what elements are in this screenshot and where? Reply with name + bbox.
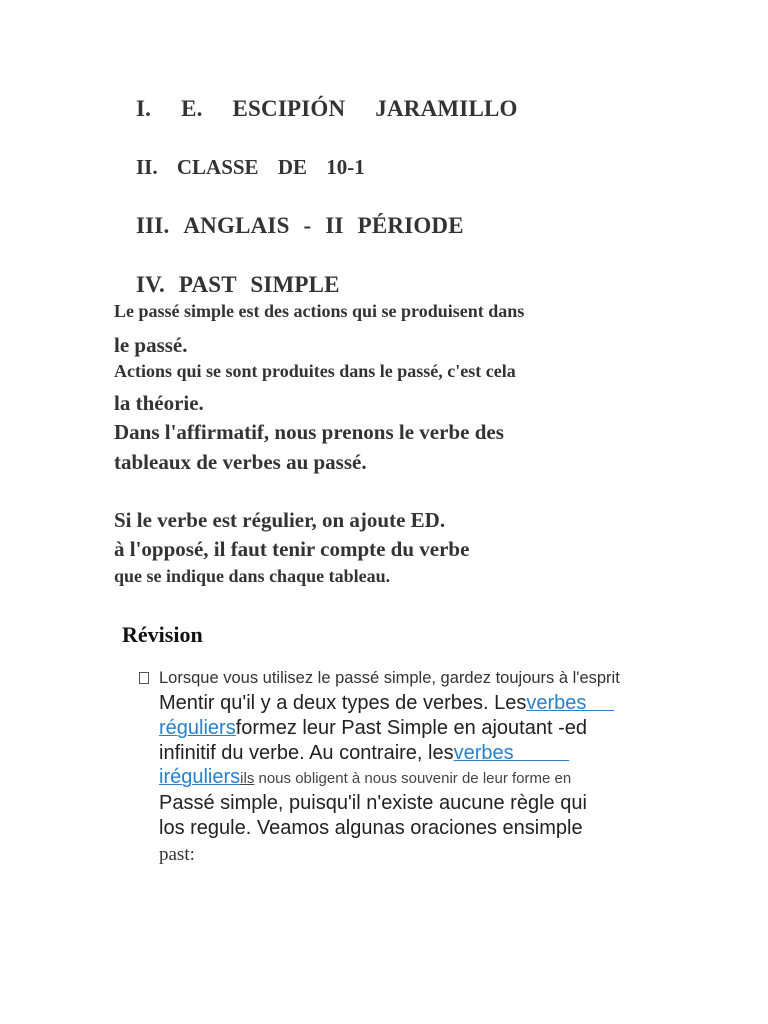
heading-3 <box>136 213 464 239</box>
heading-3-part: ANGLAIS <box>183 213 290 238</box>
heading-3-part: - <box>303 213 312 238</box>
heading-2-part: DE <box>277 155 307 179</box>
heading-1 <box>136 96 518 122</box>
link-verbes-reguliers[interactable]: verbes <box>526 692 587 714</box>
body-line: Si le verbe est régulier, on ajoute ED. <box>114 508 446 532</box>
link-underline-filler[interactable] <box>514 742 570 764</box>
heading-4-part: SIMPLE <box>250 272 340 297</box>
heading-1-part: E. <box>181 96 203 121</box>
revision-line: past: <box>159 844 195 865</box>
revision-line: Lorsque vous utilisez le passé simple, gardez toujours à l'esprit <box>159 669 620 687</box>
heading-1-part: JARAMILLO <box>375 96 518 121</box>
heading-4-number: IV. <box>136 272 165 297</box>
body-line: Actions qui se sont produites dans le passé, c'est cela <box>114 361 516 381</box>
heading-1-number: I. <box>136 96 152 121</box>
body-line: Le passé simple est des actions qui se produisent dans <box>114 301 525 321</box>
revision-line <box>159 742 569 765</box>
body-line: à l'opposé, il faut tenir compte du verbe <box>114 537 470 561</box>
link-ireguliers[interactable]: iréguliers <box>159 766 241 788</box>
heading-1-part: ESCIPIÓN <box>232 96 346 121</box>
revision-text: Mentir qu'il y a deux types de verbes. Les <box>159 692 527 714</box>
revision-line: los regule. Veamos algunas oraciones ensimple <box>159 817 583 839</box>
body-line: le passé. <box>114 333 188 357</box>
link-ils[interactable]: ils <box>240 770 255 787</box>
revision-text: infinitif du verbe. Au contraire, les <box>159 742 454 764</box>
heading-2-part: CLASSE <box>176 155 259 179</box>
heading-4-part: PAST <box>178 272 237 297</box>
body-line: tableaux de verbes au passé. <box>114 450 367 474</box>
heading-4 <box>136 272 340 298</box>
link-verbes-irreguliers[interactable]: verbes <box>453 742 514 764</box>
revision-line: Passé simple, puisqu'il n'existe aucune règle qui <box>159 792 587 814</box>
heading-2-part: 10-1 <box>326 155 365 179</box>
revision-text: nous obligent à nous souvenir de leur forme en <box>254 770 572 787</box>
revision-text: formez leur Past Simple en ajoutant -ed <box>235 717 587 739</box>
body-line: la théorie. <box>114 391 204 415</box>
heading-2-number: II. <box>136 155 158 179</box>
link-reguliers[interactable]: réguliers <box>159 717 236 739</box>
revision-line <box>159 766 571 789</box>
heading-3-number: III. <box>136 213 170 238</box>
heading-2 <box>136 155 365 180</box>
checkbox-icon <box>139 672 149 684</box>
heading-3-part: PÉRIODE <box>357 213 464 238</box>
body-line: Dans l'affirmatif, nous prenons le verbe des <box>114 420 504 444</box>
revision-bullet <box>139 671 149 689</box>
link-underline-filler[interactable] <box>586 692 614 714</box>
revision-line <box>159 692 614 715</box>
body-line: que se indique dans chaque tableau. <box>114 566 391 586</box>
revision-title: Révision <box>122 622 203 647</box>
heading-3-part: II <box>325 213 344 238</box>
revision-line <box>159 717 587 740</box>
